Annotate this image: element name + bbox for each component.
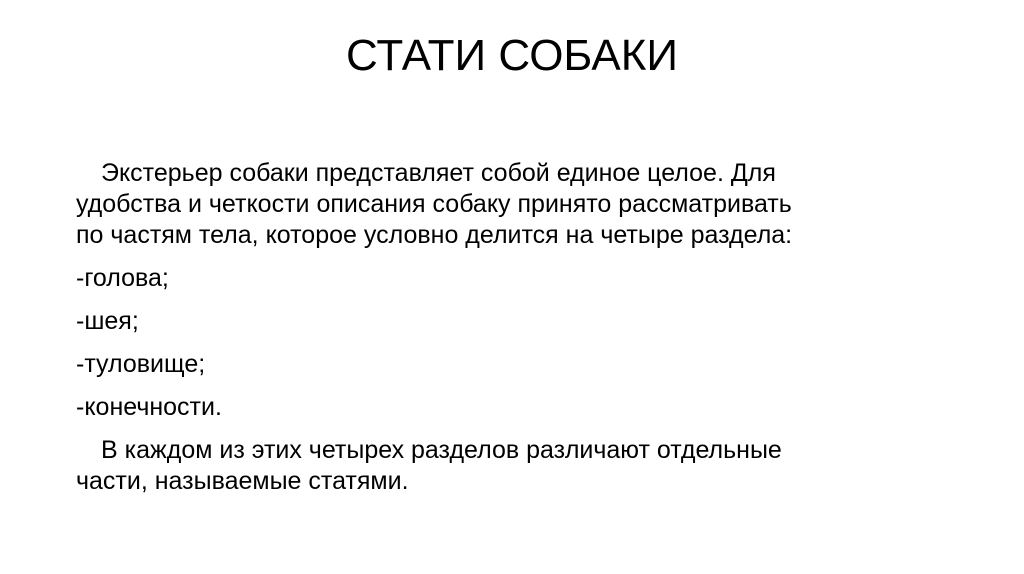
paragraph-line: В каждом из этих четырех разделов различают отдельные bbox=[101, 436, 782, 464]
intro-paragraph bbox=[76, 158, 956, 251]
list-item-neck: -шея; bbox=[76, 307, 139, 335]
list-item-torso: -туловище; bbox=[76, 350, 206, 378]
slide-title: СТАТИ СОБАКИ bbox=[346, 31, 678, 80]
list-item-limbs: -конечности. bbox=[76, 393, 222, 421]
paragraph-line: по частям тела, которое условно делится на четыре раздела: bbox=[76, 221, 793, 249]
closing-paragraph bbox=[76, 435, 956, 497]
list-item-head: -голова; bbox=[76, 264, 169, 292]
paragraph-line: удобства и четкости описания собаку принято рассматривать bbox=[76, 190, 792, 218]
paragraph-line: части, называемые статями. bbox=[76, 467, 409, 495]
slide-body bbox=[76, 158, 956, 509]
paragraph-line: Экстерьер собаки представляет собой единое целое. Для bbox=[101, 159, 776, 187]
